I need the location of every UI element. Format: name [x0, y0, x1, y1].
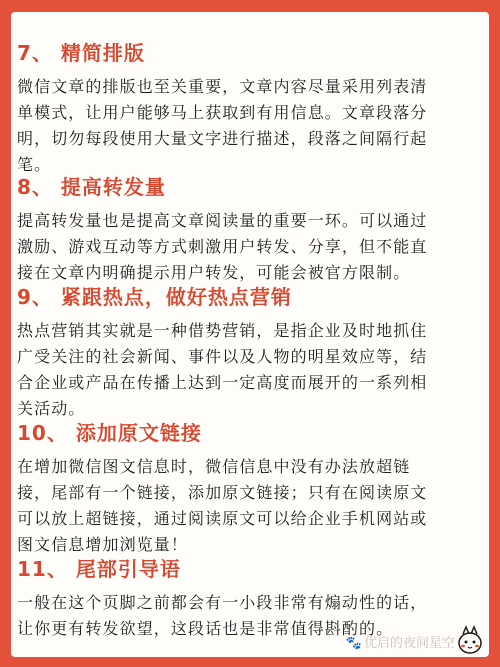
body-line: 一般在这个页脚之前都会有一小段非常有煽动性的话， [17, 593, 428, 612]
section-body [17, 318, 485, 422]
watermark [346, 632, 455, 651]
section-title: 尾部引导语 [75, 557, 181, 581]
mascot-doodle-icon [455, 621, 485, 655]
body-line: 让你更有转发欲望，这段话也是非常值得斟酌的。 [17, 619, 394, 638]
body-line: 在增加微信图文信息时，微信信息中没有办法放超链 [17, 457, 411, 476]
section-heading [17, 282, 485, 312]
article-card [11, 12, 489, 657]
body-line: 热点营销其实就是一种借势营销，是指企业及时地抓住 [17, 321, 428, 340]
body-line: 图文信息增加浏览量！ [17, 535, 189, 554]
section-11 [17, 554, 485, 642]
section-heading [17, 418, 485, 448]
section-9 [17, 282, 485, 422]
paw-icon: 🐾 [345, 636, 362, 651]
body-line: 关活动。 [17, 399, 86, 418]
body-line: 合企业或产品在传播上达到一定高度而展开的一系列相 [17, 373, 428, 392]
section-title: 精简排版 [60, 41, 145, 65]
section-number: 11、 [17, 557, 68, 581]
section-body [17, 74, 485, 178]
section-8 [17, 172, 485, 286]
body-line: 微信文章的排版也至关重要，文章内容尽量采用列表清 [17, 77, 428, 96]
section-number: 9、 [17, 285, 53, 309]
body-line: 笔。 [17, 155, 52, 174]
section-heading [17, 554, 485, 584]
body-line: 单模式，让用户能够马上获取到有用信息。文章段落分 [17, 103, 428, 122]
body-line: 广受关注的社会新闻、事件以及人物的明星效应等，结 [17, 347, 428, 366]
section-heading [17, 38, 485, 68]
section-title: 紧跟热点，做好热点营销 [60, 285, 292, 309]
section-number: 8、 [17, 175, 53, 199]
section-title: 添加原文链接 [75, 421, 202, 445]
section-title: 提高转发量 [60, 175, 166, 199]
section-heading [17, 172, 485, 202]
watermark-text: 优启的夜间星空 [363, 636, 455, 651]
section-7 [17, 38, 485, 178]
section-10 [17, 418, 485, 558]
body-line: 接在文章内明确提示用户转发，可能会被官方限制。 [17, 263, 411, 282]
body-line: 激励、游戏互动等方式刺激用户转发、分享，但不能直 [17, 237, 428, 256]
section-number: 10、 [17, 421, 68, 445]
section-body [17, 208, 485, 286]
body-line: 接，尾部有一个链接，添加原文链接；只有在阅读原文 [17, 483, 428, 502]
body-line: 明，切勿每段使用大量文字进行描述，段落之间隔行起 [17, 129, 428, 148]
body-line: 可以放上超链接，通过阅读原文可以给企业手机网站或 [17, 509, 428, 528]
section-number: 7、 [17, 41, 53, 65]
section-body [17, 454, 485, 558]
body-line: 提高转发量也是提高文章阅读量的重要一环。可以通过 [17, 211, 428, 230]
